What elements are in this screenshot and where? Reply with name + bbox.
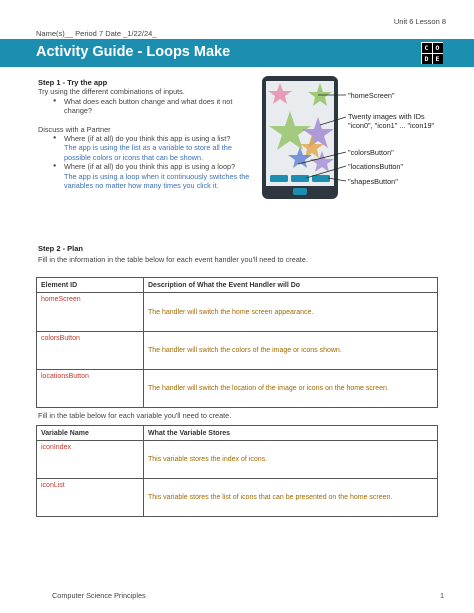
callout-images-line1: Twenty images with IDs [348,112,425,121]
element-id-cell: colorsButton [37,332,144,370]
logo-letter: E [433,54,443,64]
element-id-cell: locationsButton [37,370,144,408]
step2-intro: Fill in the information in the table below for each event handler you'll need to create. [38,254,308,264]
question-text: ● Where (if at all) do you think this app is using a loop? [64,162,236,172]
callout-colors-button: "colorsButton" [348,148,394,157]
answer-text: The app is using the list as a variable to store all the possible colors or icons that can be shown. [64,143,232,162]
table-row [37,479,438,517]
answer-text: The app is using a loop when it continuously switches the variables no matter how many times you click it. [64,171,250,191]
variable-name-cell: iconIndex [37,441,144,479]
name-period-date-line: Name(s)__ Period 7 Date _1/22/24_ [36,29,157,38]
table-header-row [37,426,438,441]
table-row [37,370,438,408]
variables-intro: Fill in the table below for each variable you'll need to create. [38,411,232,420]
footer-course: Computer Science Principles [52,591,146,600]
table-row [37,293,438,332]
variables-table [36,425,438,517]
callout-shapes-button: "shapesButton" [348,177,398,186]
variable-desc-cell[interactable]: This variable stores the index of icons. [144,441,438,479]
callout-locations-button: "locationsButton" [348,162,404,171]
step2-heading: Step 2 - Plan [38,244,84,253]
variable-desc-cell[interactable]: This variable stores the list of icons that can be presented on the home screen. [144,479,438,517]
callout-home-screen: "homeScreen" [348,91,395,100]
column-header: Element ID [37,278,144,293]
description-cell[interactable]: The handler will switch the location of the image or icons on the home screen. [144,370,438,408]
callout-line [328,178,346,181]
event-handler-table [36,277,438,408]
element-id-cell: homeScreen [37,293,144,332]
description-cell[interactable]: The handler will switch the colors of the image or icons shown. [144,332,438,370]
question-text: ● Where (if at all) do you think this app is using a list? [64,134,231,144]
unit-lesson-label: Unit 6 Lesson 8 [393,17,446,26]
logo-letter: D [422,54,432,64]
description-cell[interactable]: The handler will switch the home screen appearance. [144,293,438,332]
step1-heading: Step 1 - Try the app [38,78,108,87]
page-number: 1 [439,591,444,600]
callout-images-line2: "icon0", "icon1" ... "icon19" [348,121,435,130]
callout-line [306,166,346,178]
column-header: What the Variable Stores [144,426,438,441]
callout-line [298,152,346,164]
callout-line [320,117,346,125]
table-row [37,441,438,479]
logo-letter: O [433,43,443,53]
table-header-row [37,278,438,293]
table-row [37,332,438,370]
step1-bullet: ● What does each button change and what does it not change? [38,97,253,116]
discuss-label: Discuss with a Partner [38,124,111,134]
logo-letter: C [422,43,432,53]
step1-intro: Try using the different combinations of inputs. [38,87,185,97]
column-header: Variable Name [37,426,144,441]
variable-name-cell: iconList [37,479,144,517]
column-header: Description of What the Event Handler will Do [144,278,438,293]
page-title: Activity Guide - Loops Make [36,44,231,60]
step2-section [38,244,308,265]
